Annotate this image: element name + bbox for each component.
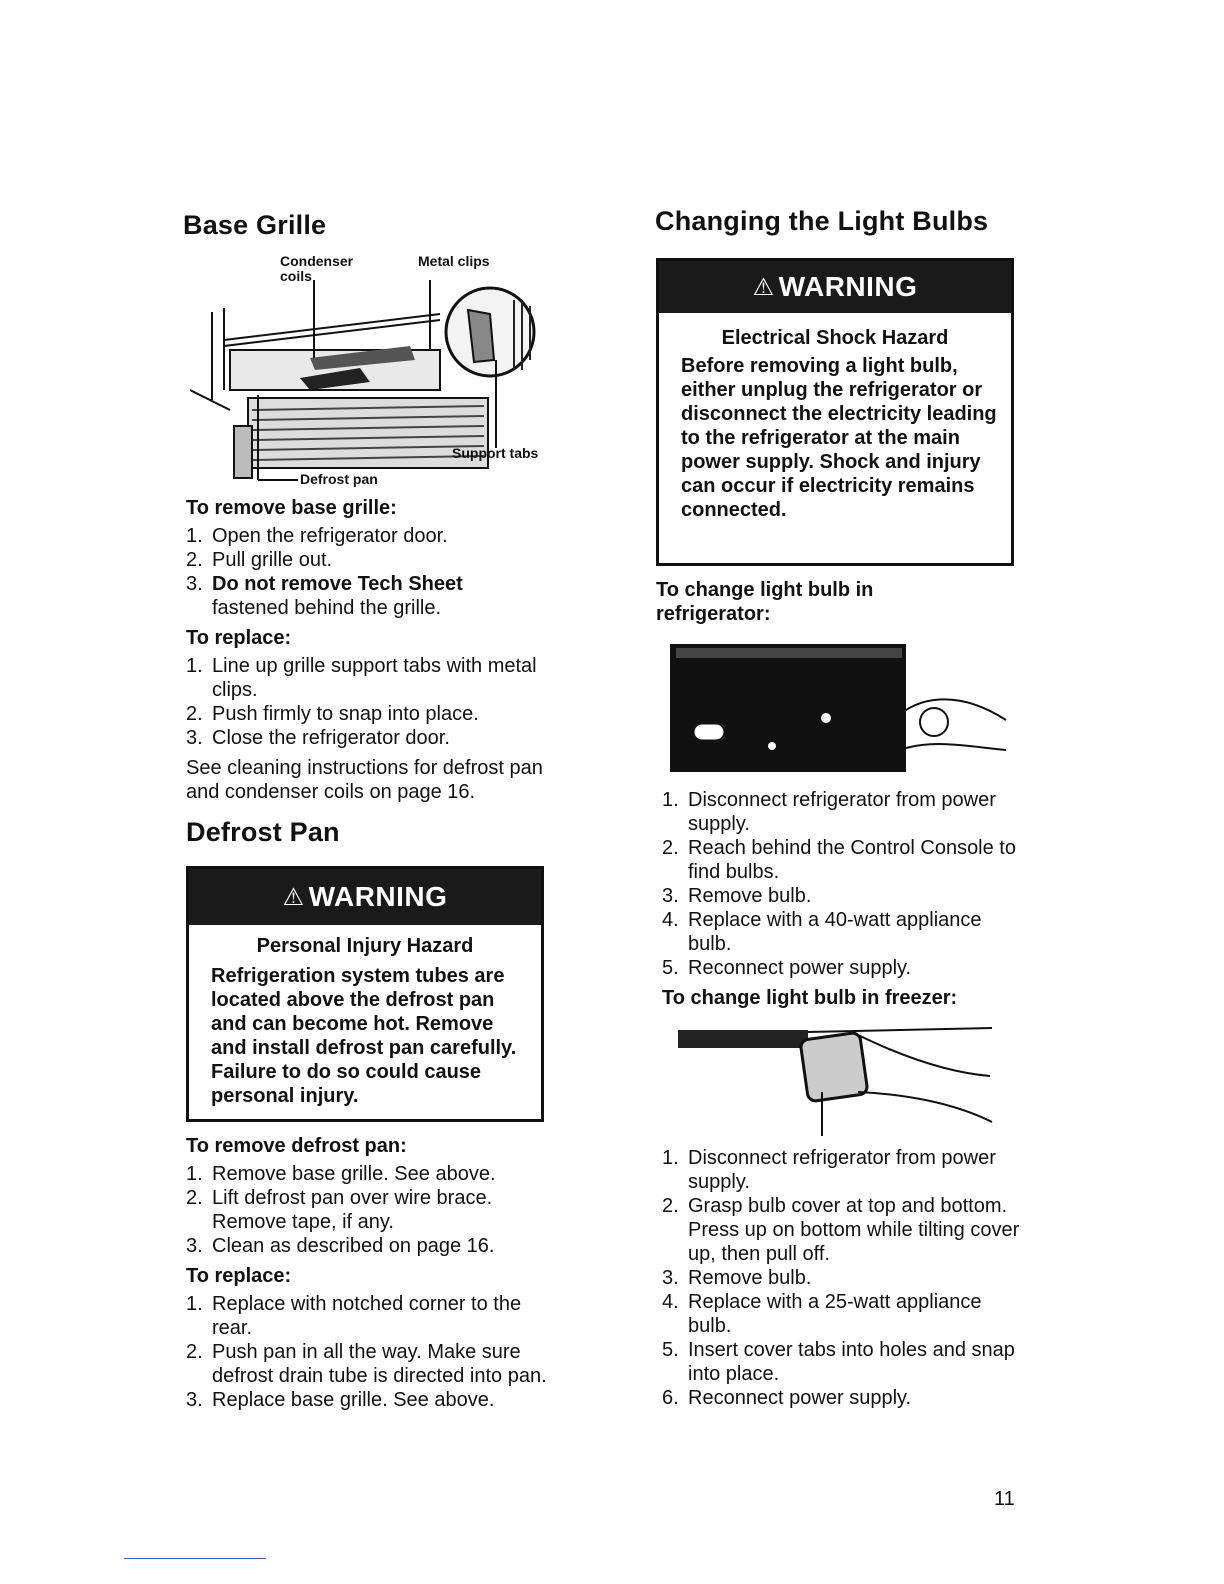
freezer-bulb-title: To change light bulb in freezer: [662, 987, 958, 1009]
list-item: 2. Grasp bulb cover at top and bottom. Press up on bottom while tilting cover up, then pull off. [662, 1195, 1020, 1265]
warning-banner: ⚠ WARNING [189, 869, 541, 925]
list-item: 1. Disconnect refrigerator from power supply. [662, 1147, 996, 1193]
freezer-bulb-figure [672, 1022, 1002, 1140]
page-number: 11 [994, 1488, 1015, 1510]
list-item: 1. Disconnect refrigerator from power supply. [662, 789, 996, 835]
remove-base-grille-title: To remove base grille: [186, 497, 397, 519]
list-item: 3. Remove bulb. [662, 1267, 812, 1289]
list-item: 3. Remove bulb. [662, 885, 812, 907]
defrost-pan-label: Defrost pan [300, 471, 378, 487]
list-item: 2. Push firmly to snap into place. [186, 703, 479, 725]
warning-triangle-icon: ⚠ [752, 273, 775, 301]
fridge-bulb-figure [666, 638, 1011, 778]
base-grille-instructions [186, 496, 566, 804]
fridge-bulb-illustration [666, 638, 1011, 778]
list-item: 2. Pull grille out. [186, 549, 333, 571]
warning-triangle-icon: ⚠ [282, 883, 305, 911]
condenser-coils-label: Condenser coils [280, 253, 354, 284]
list-item: 2. Reach behind the Control Console to find bulbs. [662, 837, 1016, 883]
list-item: 1. Remove base grille. See above. [186, 1163, 496, 1185]
support-tabs-label: Support tabs [452, 445, 539, 461]
warning-banner: ⚠ WARNING [659, 261, 1011, 313]
replace-grille-title: To replace: [186, 627, 292, 649]
freezer-bulb-illustration [672, 1022, 1002, 1140]
page-divider [124, 1558, 266, 1559]
list-item: 1. Line up grille support tabs with metal clips. [186, 655, 537, 701]
defrost-pan-heading: Defrost Pan [186, 817, 340, 847]
list-item: 3. Replace base grille. See above. [186, 1389, 495, 1411]
cleaning-note: See cleaning instructions for defrost pan and condenser coils on page 16. [186, 757, 543, 803]
list-item: 2. Push pan in all the way. Make sure defrost drain tube is directed into pan. [186, 1341, 547, 1387]
warning-title: Electrical Shock Hazard [721, 327, 949, 349]
light-bulbs-heading: Changing the Light Bulbs [655, 206, 989, 236]
list-item: 6. Reconnect power supply. [662, 1387, 912, 1409]
metal-clips-label: Metal clips [418, 253, 490, 269]
list-item: 2. Lift defrost pan over wire brace. Remove tape, if any. [186, 1187, 493, 1233]
fridge-bulb-title: To change light bulb in refrigerator: [656, 579, 874, 625]
list-item: 5. Insert cover tabs into holes and snap into place. [662, 1339, 1015, 1385]
warning-title: Personal Injury Hazard [256, 935, 474, 957]
replace-pan-title: To replace: [186, 1265, 292, 1287]
base-grille-figure [190, 250, 570, 490]
warning-text: Before removing a light bulb, either unplug the refrigerator or disconnect the electricity leading to the refrigerator at the main power supply. Shock and injury can occur if electricity remains connected. [681, 355, 997, 521]
list-item: 1. Replace with notched corner to the rear. [186, 1293, 522, 1339]
remove-defrost-pan-title: To remove defrost pan: [186, 1135, 407, 1157]
warning-text: Refrigeration system tubes are located above the defrost pan and can become hot. Remove and install defrost pan carefully. Failure to do so could cause personal injury. [211, 965, 517, 1107]
fridge-bulb-steps [662, 788, 1022, 1010]
list-item: 3. Clean as described on page 16. [186, 1235, 495, 1257]
list-item: 1. Open the refrigerator door. [186, 525, 448, 547]
freezer-bulb-steps [662, 1146, 1022, 1410]
electrical-shock-warning-box [656, 258, 1014, 566]
personal-injury-warning-box [186, 866, 544, 1122]
list-item: 3. Do not remove Tech Sheet fastened behind the grille. [186, 573, 463, 619]
base-grille-heading: Base Grille [183, 210, 327, 240]
list-item: 3. Close the refrigerator door. [186, 727, 450, 749]
defrost-pan-instructions [186, 1134, 566, 1412]
list-item: 5. Reconnect power supply. [662, 957, 912, 979]
list-item: 4. Replace with a 40-watt appliance bulb. [662, 909, 982, 955]
list-item: 4. Replace with a 25-watt appliance bulb. [662, 1291, 982, 1337]
